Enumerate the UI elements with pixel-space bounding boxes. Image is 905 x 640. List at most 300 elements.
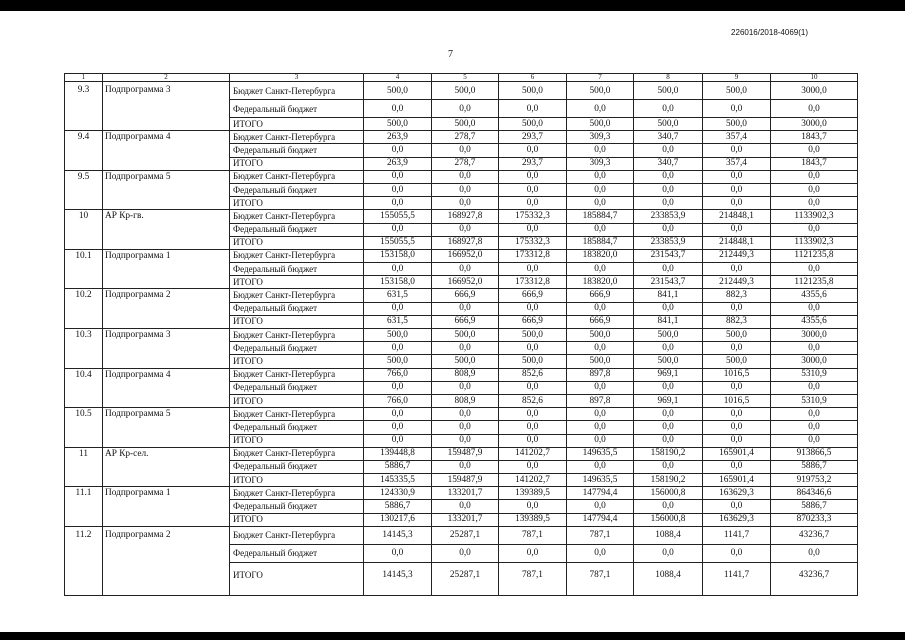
- value-cell: 147794,4: [567, 487, 634, 500]
- value-cell: 0,0: [364, 170, 432, 183]
- value-cell: 0,0: [432, 170, 499, 183]
- page-number: 7: [448, 49, 453, 60]
- value-cell: 166952,0: [432, 276, 499, 289]
- value-cell: 173312,8: [499, 249, 567, 262]
- value-cell: 0,0: [703, 421, 771, 434]
- value-cell: 0,0: [771, 342, 858, 355]
- value-cell: 864346,6: [771, 487, 858, 500]
- value-cell: 0,0: [364, 421, 432, 434]
- funding-source-cell: ИТОГО: [230, 236, 364, 249]
- value-cell: 0,0: [771, 381, 858, 394]
- value-cell: 0,0: [432, 342, 499, 355]
- value-cell: 500,0: [364, 118, 432, 131]
- funding-source-cell: ИТОГО: [230, 118, 364, 131]
- value-cell: 309,3: [567, 131, 634, 144]
- program-name-cell: Подпрограмма 1: [103, 249, 230, 289]
- value-cell: 43236,7: [771, 562, 858, 595]
- value-cell: 0,0: [771, 302, 858, 315]
- table-row: [65, 82, 858, 100]
- value-cell: 0,0: [432, 500, 499, 513]
- funding-source-cell: Бюджет Санкт-Петербурга: [230, 526, 364, 544]
- document-number: 226016/2018-4069(1): [731, 28, 808, 37]
- program-name-cell: Подпрограмма 3: [103, 82, 230, 131]
- value-cell: 0,0: [567, 434, 634, 447]
- value-cell: 0,0: [634, 408, 703, 421]
- value-cell: 870233,3: [771, 513, 858, 526]
- value-cell: 0,0: [499, 421, 567, 434]
- value-cell: 666,9: [499, 315, 567, 328]
- value-cell: 500,0: [567, 118, 634, 131]
- value-cell: 0,0: [771, 263, 858, 276]
- row-number-cell: 9.3: [65, 82, 103, 131]
- column-number-header: 4: [364, 74, 432, 82]
- value-cell: 882,3: [703, 315, 771, 328]
- funding-source-cell: ИТОГО: [230, 434, 364, 447]
- value-cell: 5310,9: [771, 394, 858, 407]
- value-cell: 852,6: [499, 394, 567, 407]
- value-cell: 0,0: [499, 170, 567, 183]
- value-cell: 0,0: [771, 408, 858, 421]
- value-cell: 278,7: [432, 131, 499, 144]
- value-cell: 787,1: [567, 526, 634, 544]
- row-number-cell: 11.1: [65, 487, 103, 527]
- table-row: [65, 170, 858, 183]
- value-cell: 0,0: [364, 183, 432, 196]
- value-cell: 500,0: [364, 355, 432, 368]
- value-cell: 163629,3: [703, 487, 771, 500]
- value-cell: 808,9: [432, 368, 499, 381]
- value-cell: 175332,3: [499, 210, 567, 223]
- value-cell: 156000,8: [634, 513, 703, 526]
- value-cell: 25287,1: [432, 562, 499, 595]
- value-cell: 500,0: [703, 82, 771, 100]
- value-cell: 500,0: [567, 355, 634, 368]
- value-cell: 500,0: [432, 82, 499, 100]
- value-cell: 0,0: [567, 421, 634, 434]
- value-cell: 841,1: [634, 315, 703, 328]
- value-cell: 0,0: [703, 381, 771, 394]
- column-number-header: 2: [103, 74, 230, 82]
- value-cell: 0,0: [567, 381, 634, 394]
- value-cell: 0,0: [499, 460, 567, 473]
- column-number-header: 7: [567, 74, 634, 82]
- value-cell: 0,0: [499, 183, 567, 196]
- value-cell: 787,1: [567, 562, 634, 595]
- value-cell: 357,4: [703, 131, 771, 144]
- table-row: [65, 447, 858, 460]
- funding-source-cell: Бюджет Санкт-Петербурга: [230, 447, 364, 460]
- value-cell: 0,0: [567, 544, 634, 562]
- value-cell: 0,0: [499, 434, 567, 447]
- column-number-row: [65, 74, 858, 82]
- value-cell: 5886,7: [364, 460, 432, 473]
- row-number-cell: 10: [65, 210, 103, 250]
- funding-source-cell: ИТОГО: [230, 562, 364, 595]
- value-cell: 0,0: [703, 183, 771, 196]
- value-cell: 139389,5: [499, 513, 567, 526]
- value-cell: 1133902,3: [771, 236, 858, 249]
- funding-source-cell: Бюджет Санкт-Петербурга: [230, 82, 364, 100]
- value-cell: 0,0: [703, 460, 771, 473]
- column-number-header: 10: [771, 74, 858, 82]
- value-cell: 0,0: [432, 408, 499, 421]
- value-cell: 0,0: [567, 460, 634, 473]
- value-cell: 155055,5: [364, 210, 432, 223]
- value-cell: 0,0: [499, 144, 567, 157]
- value-cell: 0,0: [771, 544, 858, 562]
- value-cell: 0,0: [703, 223, 771, 236]
- row-number-cell: 10.5: [65, 408, 103, 448]
- value-cell: 500,0: [432, 118, 499, 131]
- value-cell: 0,0: [364, 144, 432, 157]
- value-cell: 500,0: [567, 82, 634, 100]
- value-cell: 0,0: [499, 302, 567, 315]
- value-cell: 666,9: [432, 315, 499, 328]
- program-name-cell: АР Кр-гв.: [103, 210, 230, 250]
- value-cell: 214848,1: [703, 210, 771, 223]
- value-cell: 0,0: [703, 100, 771, 118]
- funding-source-cell: ИТОГО: [230, 197, 364, 210]
- value-cell: 0,0: [771, 434, 858, 447]
- value-cell: 0,0: [703, 302, 771, 315]
- value-cell: 919753,2: [771, 474, 858, 487]
- value-cell: 500,0: [364, 82, 432, 100]
- value-cell: 3000,0: [771, 329, 858, 342]
- funding-source-cell: ИТОГО: [230, 394, 364, 407]
- funding-source-cell: ИТОГО: [230, 276, 364, 289]
- value-cell: 231543,7: [634, 276, 703, 289]
- value-cell: 147794,4: [567, 513, 634, 526]
- value-cell: 0,0: [364, 381, 432, 394]
- value-cell: 0,0: [364, 263, 432, 276]
- value-cell: 0,0: [567, 223, 634, 236]
- table-row: [65, 131, 858, 144]
- value-cell: 0,0: [634, 144, 703, 157]
- value-cell: 130217,6: [364, 513, 432, 526]
- value-cell: 969,1: [634, 394, 703, 407]
- value-cell: 263,9: [364, 157, 432, 170]
- value-cell: 0,0: [703, 434, 771, 447]
- value-cell: 897,8: [567, 394, 634, 407]
- table-row: [65, 249, 858, 262]
- table-row: [65, 487, 858, 500]
- value-cell: 357,4: [703, 157, 771, 170]
- value-cell: 145335,5: [364, 474, 432, 487]
- value-cell: 0,0: [703, 263, 771, 276]
- value-cell: 0,0: [499, 197, 567, 210]
- value-cell: 0,0: [364, 408, 432, 421]
- value-cell: 500,0: [499, 118, 567, 131]
- value-cell: 0,0: [634, 183, 703, 196]
- value-cell: 852,6: [499, 368, 567, 381]
- value-cell: 166952,0: [432, 249, 499, 262]
- value-cell: 25287,1: [432, 526, 499, 544]
- funding-source-cell: Бюджет Санкт-Петербурга: [230, 170, 364, 183]
- funding-source-cell: Бюджет Санкт-Петербурга: [230, 487, 364, 500]
- table-row: [65, 368, 858, 381]
- funding-source-cell: Бюджет Санкт-Петербурга: [230, 329, 364, 342]
- value-cell: 159487,9: [432, 447, 499, 460]
- value-cell: 841,1: [634, 289, 703, 302]
- value-cell: 4355,6: [771, 289, 858, 302]
- value-cell: 666,9: [432, 289, 499, 302]
- funding-source-cell: Федеральный бюджет: [230, 263, 364, 276]
- row-number-cell: 10.4: [65, 368, 103, 408]
- value-cell: 500,0: [634, 355, 703, 368]
- value-cell: 500,0: [432, 329, 499, 342]
- value-cell: 1843,7: [771, 157, 858, 170]
- value-cell: 0,0: [567, 170, 634, 183]
- value-cell: 158190,2: [634, 447, 703, 460]
- value-cell: 0,0: [432, 144, 499, 157]
- value-cell: 0,0: [703, 144, 771, 157]
- value-cell: 0,0: [432, 263, 499, 276]
- value-cell: 808,9: [432, 394, 499, 407]
- funding-source-cell: Бюджет Санкт-Петербурга: [230, 408, 364, 421]
- program-name-cell: Подпрограмма 4: [103, 368, 230, 408]
- funding-source-cell: Бюджет Санкт-Петербурга: [230, 289, 364, 302]
- funding-source-cell: ИТОГО: [230, 315, 364, 328]
- value-cell: 666,9: [567, 289, 634, 302]
- value-cell: 0,0: [567, 263, 634, 276]
- funding-source-cell: Федеральный бюджет: [230, 381, 364, 394]
- value-cell: 0,0: [567, 342, 634, 355]
- column-number-header: 8: [634, 74, 703, 82]
- value-cell: 0,0: [634, 263, 703, 276]
- row-number-cell: 9.4: [65, 131, 103, 171]
- value-cell: 0,0: [634, 421, 703, 434]
- funding-source-cell: ИТОГО: [230, 355, 364, 368]
- value-cell: 1121235,8: [771, 276, 858, 289]
- value-cell: 133201,7: [432, 487, 499, 500]
- value-cell: 1088,4: [634, 526, 703, 544]
- value-cell: 149635,5: [567, 474, 634, 487]
- value-cell: 0,0: [432, 223, 499, 236]
- value-cell: 0,0: [364, 434, 432, 447]
- value-cell: 0,0: [771, 170, 858, 183]
- value-cell: 766,0: [364, 394, 432, 407]
- value-cell: 165901,4: [703, 474, 771, 487]
- value-cell: 0,0: [771, 421, 858, 434]
- value-cell: 1088,4: [634, 562, 703, 595]
- value-cell: 0,0: [499, 342, 567, 355]
- program-name-cell: АР Кр-сел.: [103, 447, 230, 487]
- value-cell: 3000,0: [771, 355, 858, 368]
- row-number-cell: 11.2: [65, 526, 103, 595]
- value-cell: 3000,0: [771, 82, 858, 100]
- value-cell: 165901,4: [703, 447, 771, 460]
- value-cell: 159487,9: [432, 474, 499, 487]
- funding-source-cell: Федеральный бюджет: [230, 500, 364, 513]
- value-cell: 0,0: [432, 183, 499, 196]
- value-cell: 293,7: [499, 157, 567, 170]
- value-cell: 787,1: [499, 526, 567, 544]
- table-row: [65, 289, 858, 302]
- value-cell: 0,0: [703, 197, 771, 210]
- funding-source-cell: Федеральный бюджет: [230, 302, 364, 315]
- value-cell: 500,0: [634, 118, 703, 131]
- value-cell: 666,9: [499, 289, 567, 302]
- funding-source-cell: ИТОГО: [230, 513, 364, 526]
- value-cell: 139389,5: [499, 487, 567, 500]
- value-cell: 1141,7: [703, 562, 771, 595]
- value-cell: 0,0: [771, 100, 858, 118]
- value-cell: 149635,5: [567, 447, 634, 460]
- value-cell: 168927,8: [432, 236, 499, 249]
- row-number-cell: 9.5: [65, 170, 103, 210]
- value-cell: 293,7: [499, 131, 567, 144]
- value-cell: 43236,7: [771, 526, 858, 544]
- value-cell: 233853,9: [634, 236, 703, 249]
- program-name-cell: Подпрограмма 2: [103, 526, 230, 595]
- program-name-cell: Подпрограмма 3: [103, 329, 230, 369]
- value-cell: 133201,7: [432, 513, 499, 526]
- value-cell: 0,0: [364, 197, 432, 210]
- value-cell: 0,0: [634, 170, 703, 183]
- value-cell: 158190,2: [634, 474, 703, 487]
- row-number-cell: 10.1: [65, 249, 103, 289]
- value-cell: 0,0: [634, 302, 703, 315]
- value-cell: 0,0: [771, 197, 858, 210]
- value-cell: 1121235,8: [771, 249, 858, 262]
- value-cell: 897,8: [567, 368, 634, 381]
- program-name-cell: Подпрограмма 4: [103, 131, 230, 171]
- column-number-header: 1: [65, 74, 103, 82]
- row-number-cell: 10.2: [65, 289, 103, 329]
- value-cell: 0,0: [567, 500, 634, 513]
- value-cell: 3000,0: [771, 118, 858, 131]
- value-cell: 278,7: [432, 157, 499, 170]
- value-cell: 500,0: [499, 82, 567, 100]
- value-cell: 183820,0: [567, 249, 634, 262]
- funding-source-cell: Федеральный бюджет: [230, 144, 364, 157]
- value-cell: 0,0: [634, 342, 703, 355]
- funding-source-cell: Бюджет Санкт-Петербурга: [230, 368, 364, 381]
- table-row: [65, 526, 858, 544]
- value-cell: 0,0: [567, 183, 634, 196]
- value-cell: 340,7: [634, 157, 703, 170]
- value-cell: 0,0: [499, 408, 567, 421]
- value-cell: 0,0: [634, 100, 703, 118]
- value-cell: 153158,0: [364, 276, 432, 289]
- funding-source-cell: Федеральный бюджет: [230, 183, 364, 196]
- budget-table: [64, 73, 858, 596]
- value-cell: 882,3: [703, 289, 771, 302]
- value-cell: 231543,7: [634, 249, 703, 262]
- column-number-header: 3: [230, 74, 364, 82]
- value-cell: 0,0: [634, 460, 703, 473]
- value-cell: 0,0: [499, 223, 567, 236]
- funding-source-cell: Федеральный бюджет: [230, 544, 364, 562]
- table-row: [65, 210, 858, 223]
- value-cell: 156000,8: [634, 487, 703, 500]
- value-cell: 163629,3: [703, 513, 771, 526]
- value-cell: 0,0: [567, 197, 634, 210]
- row-number-cell: 10.3: [65, 329, 103, 369]
- value-cell: 212449,3: [703, 249, 771, 262]
- value-cell: 141202,7: [499, 447, 567, 460]
- value-cell: 340,7: [634, 131, 703, 144]
- value-cell: 5886,7: [364, 500, 432, 513]
- value-cell: 0,0: [634, 544, 703, 562]
- value-cell: 0,0: [703, 342, 771, 355]
- value-cell: 185884,7: [567, 236, 634, 249]
- funding-source-cell: Бюджет Санкт-Петербурга: [230, 131, 364, 144]
- funding-source-cell: ИТОГО: [230, 157, 364, 170]
- value-cell: 0,0: [364, 223, 432, 236]
- value-cell: 500,0: [567, 329, 634, 342]
- value-cell: 0,0: [567, 144, 634, 157]
- value-cell: 5886,7: [771, 460, 858, 473]
- value-cell: 0,0: [634, 500, 703, 513]
- value-cell: 0,0: [432, 434, 499, 447]
- program-name-cell: Подпрограмма 5: [103, 170, 230, 210]
- program-name-cell: Подпрограмма 2: [103, 289, 230, 329]
- funding-source-cell: Федеральный бюджет: [230, 100, 364, 118]
- value-cell: 0,0: [499, 100, 567, 118]
- value-cell: 500,0: [499, 355, 567, 368]
- value-cell: 0,0: [634, 434, 703, 447]
- funding-source-cell: Федеральный бюджет: [230, 342, 364, 355]
- value-cell: 14145,3: [364, 526, 432, 544]
- value-cell: 309,3: [567, 157, 634, 170]
- table-body: [65, 82, 858, 596]
- value-cell: 500,0: [499, 329, 567, 342]
- value-cell: 0,0: [432, 381, 499, 394]
- value-cell: 5310,9: [771, 368, 858, 381]
- value-cell: 168927,8: [432, 210, 499, 223]
- value-cell: 139448,8: [364, 447, 432, 460]
- value-cell: 155055,5: [364, 236, 432, 249]
- value-cell: 0,0: [499, 544, 567, 562]
- value-cell: 666,9: [567, 315, 634, 328]
- value-cell: 212449,3: [703, 276, 771, 289]
- funding-source-cell: Бюджет Санкт-Петербурга: [230, 249, 364, 262]
- value-cell: 0,0: [432, 421, 499, 434]
- value-cell: 0,0: [432, 197, 499, 210]
- value-cell: 173312,8: [499, 276, 567, 289]
- value-cell: 124330,9: [364, 487, 432, 500]
- funding-source-cell: Бюджет Санкт-Петербурга: [230, 210, 364, 223]
- value-cell: 0,0: [771, 183, 858, 196]
- value-cell: 0,0: [703, 170, 771, 183]
- value-cell: 0,0: [567, 100, 634, 118]
- value-cell: 1133902,3: [771, 210, 858, 223]
- value-cell: 913866,5: [771, 447, 858, 460]
- value-cell: 1843,7: [771, 131, 858, 144]
- value-cell: 141202,7: [499, 474, 567, 487]
- value-cell: 0,0: [364, 100, 432, 118]
- value-cell: 0,0: [634, 381, 703, 394]
- value-cell: 0,0: [432, 100, 499, 118]
- value-cell: 185884,7: [567, 210, 634, 223]
- value-cell: 0,0: [499, 500, 567, 513]
- value-cell: 1141,7: [703, 526, 771, 544]
- funding-source-cell: Федеральный бюджет: [230, 421, 364, 434]
- value-cell: 787,1: [499, 562, 567, 595]
- value-cell: 0,0: [364, 302, 432, 315]
- column-number-header: 9: [703, 74, 771, 82]
- table-row: [65, 408, 858, 421]
- value-cell: 500,0: [703, 329, 771, 342]
- value-cell: 0,0: [432, 544, 499, 562]
- value-cell: 14145,3: [364, 562, 432, 595]
- value-cell: 0,0: [499, 381, 567, 394]
- program-name-cell: Подпрограмма 5: [103, 408, 230, 448]
- value-cell: 0,0: [634, 223, 703, 236]
- value-cell: 0,0: [703, 544, 771, 562]
- program-name-cell: Подпрограмма 1: [103, 487, 230, 527]
